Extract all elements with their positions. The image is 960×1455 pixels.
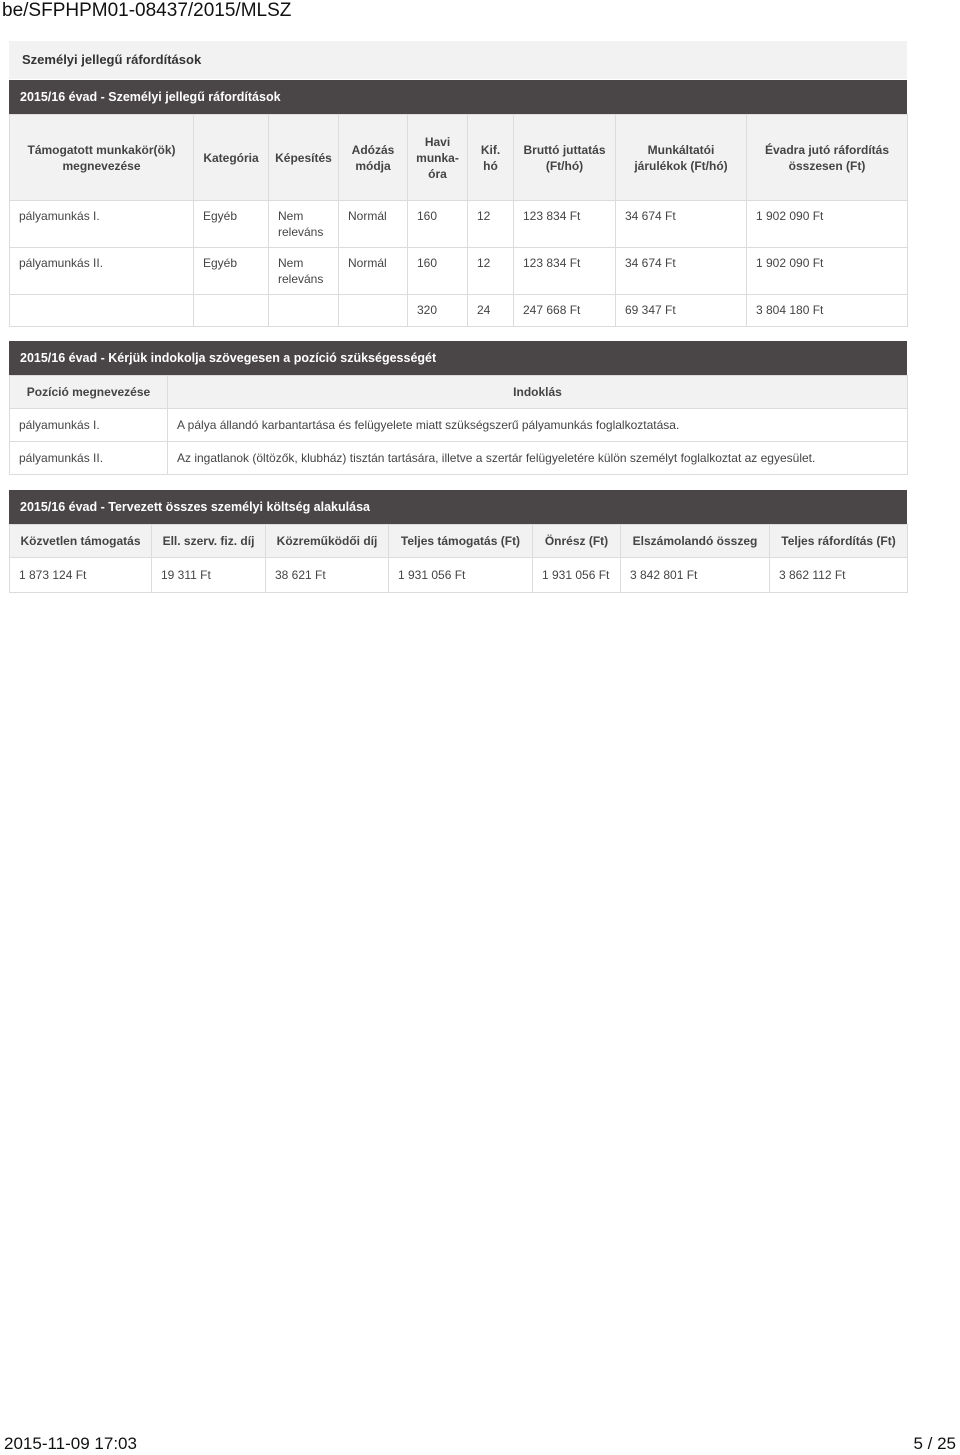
cell-position-name: pályamunkás II. <box>10 442 168 475</box>
header-total-support: Teljes támogatás (Ft) <box>389 525 533 558</box>
header-months: Kif. hó <box>468 115 514 201</box>
cell-justification: Az ingatlanok (öltözők, klubház) tisztán tartására, illetve a szertár felügyeletére külön személyt foglalkoztat az egyesület. <box>168 442 908 475</box>
table2-header-row <box>10 376 908 409</box>
cell-qualification: Nem releváns <box>269 201 339 248</box>
header-tax-mode: Adózás módja <box>339 115 408 201</box>
document-id: be/SFPHPM01-08437/2015/MLSZ <box>2 0 292 21</box>
table-row <box>10 409 908 442</box>
total-empty-4 <box>339 295 408 327</box>
table-row <box>10 442 908 475</box>
header-settlement-amount: Elszámolandó összeg <box>621 525 770 558</box>
cell-months: 12 <box>468 248 514 295</box>
header-qualification: Képesítés <box>269 115 339 201</box>
header-position-name: Pozíció megnevezése <box>10 376 168 409</box>
total-empty-2 <box>194 295 269 327</box>
cell-employer-contrib: 34 674 Ft <box>616 248 747 295</box>
footer-timestamp: 2015-11-09 17:03 <box>4 1434 137 1453</box>
cell-season-total: 1 902 090 Ft <box>747 201 908 248</box>
header-category: Kategória <box>194 115 269 201</box>
table-row <box>10 248 908 295</box>
cell-total-expense: 3 862 112 Ft <box>770 558 908 593</box>
cell-total-support: 1 931 056 Ft <box>389 558 533 593</box>
header-justification: Indoklás <box>168 376 908 409</box>
cost-summary-table <box>9 524 908 593</box>
cell-season-total: 1 902 090 Ft <box>747 248 908 295</box>
cell-monthly-hours: 160 <box>408 201 468 248</box>
table3-title: 2015/16 évad - Tervezett összes személyi költség alakulása <box>9 490 907 524</box>
section-title: Személyi jellegű ráfordítások <box>9 41 907 79</box>
justification-table <box>9 375 908 475</box>
cell-supervisor-fee: 19 311 Ft <box>152 558 266 593</box>
cell-monthly-hours: 160 <box>408 248 468 295</box>
cell-settlement-amount: 3 842 801 Ft <box>621 558 770 593</box>
table-row <box>10 201 908 248</box>
header-gross-pay: Bruttó juttatás (Ft/hó) <box>514 115 616 201</box>
total-season-total: 3 804 180 Ft <box>747 295 908 327</box>
expenses-table <box>9 114 908 327</box>
total-empty-3 <box>269 295 339 327</box>
header-position: Támogatott munkakör(ök) megnevezése <box>10 115 194 201</box>
cell-position-name: pályamunkás I. <box>10 409 168 442</box>
cell-position: pályamunkás II. <box>10 248 194 295</box>
header-season-total: Évadra jutó ráfordítás összesen (Ft) <box>747 115 908 201</box>
cell-direct-support: 1 873 124 Ft <box>10 558 152 593</box>
header-own-share: Önrész (Ft) <box>533 525 621 558</box>
content <box>9 41 907 593</box>
header-direct-support: Közvetlen támogatás <box>10 525 152 558</box>
cell-position: pályamunkás I. <box>10 201 194 248</box>
header-supervisor-fee: Ell. szerv. fiz. díj <box>152 525 266 558</box>
cell-category: Egyéb <box>194 248 269 295</box>
total-employer-contrib: 69 347 Ft <box>616 295 747 327</box>
cell-own-share: 1 931 056 Ft <box>533 558 621 593</box>
footer-page-number: 5 / 25 <box>913 1434 956 1453</box>
totals-row <box>10 295 908 327</box>
table1-header-row <box>10 115 908 201</box>
cell-tax-mode: Normál <box>339 201 408 248</box>
cell-employer-contrib: 34 674 Ft <box>616 201 747 248</box>
table-row <box>10 558 908 593</box>
cell-category: Egyéb <box>194 201 269 248</box>
total-months: 24 <box>468 295 514 327</box>
table2-title: 2015/16 évad - Kérjük indokolja szövegesen a pozíció szükségességét <box>9 341 907 375</box>
table1-title: 2015/16 évad - Személyi jellegű ráfordítások <box>9 80 907 114</box>
cell-qualification: Nem releváns <box>269 248 339 295</box>
total-monthly-hours: 320 <box>408 295 468 327</box>
cell-months: 12 <box>468 201 514 248</box>
table3-header-row <box>10 525 908 558</box>
header-monthly-hours: Havi munka-óra <box>408 115 468 201</box>
header-contributor-fee: Közreműködői díj <box>266 525 389 558</box>
cell-justification: A pálya állandó karbantartása és felügyelete miatt szükségszerű pályamunkás foglalkoztatása. <box>168 409 908 442</box>
cell-tax-mode: Normál <box>339 248 408 295</box>
cell-gross-pay: 123 834 Ft <box>514 248 616 295</box>
header-total-expense: Teljes ráfordítás (Ft) <box>770 525 908 558</box>
cell-gross-pay: 123 834 Ft <box>514 201 616 248</box>
header-employer-contrib: Munkáltatói járulékok (Ft/hó) <box>616 115 747 201</box>
cell-contributor-fee: 38 621 Ft <box>266 558 389 593</box>
total-gross-pay: 247 668 Ft <box>514 295 616 327</box>
total-empty-1 <box>10 295 194 327</box>
